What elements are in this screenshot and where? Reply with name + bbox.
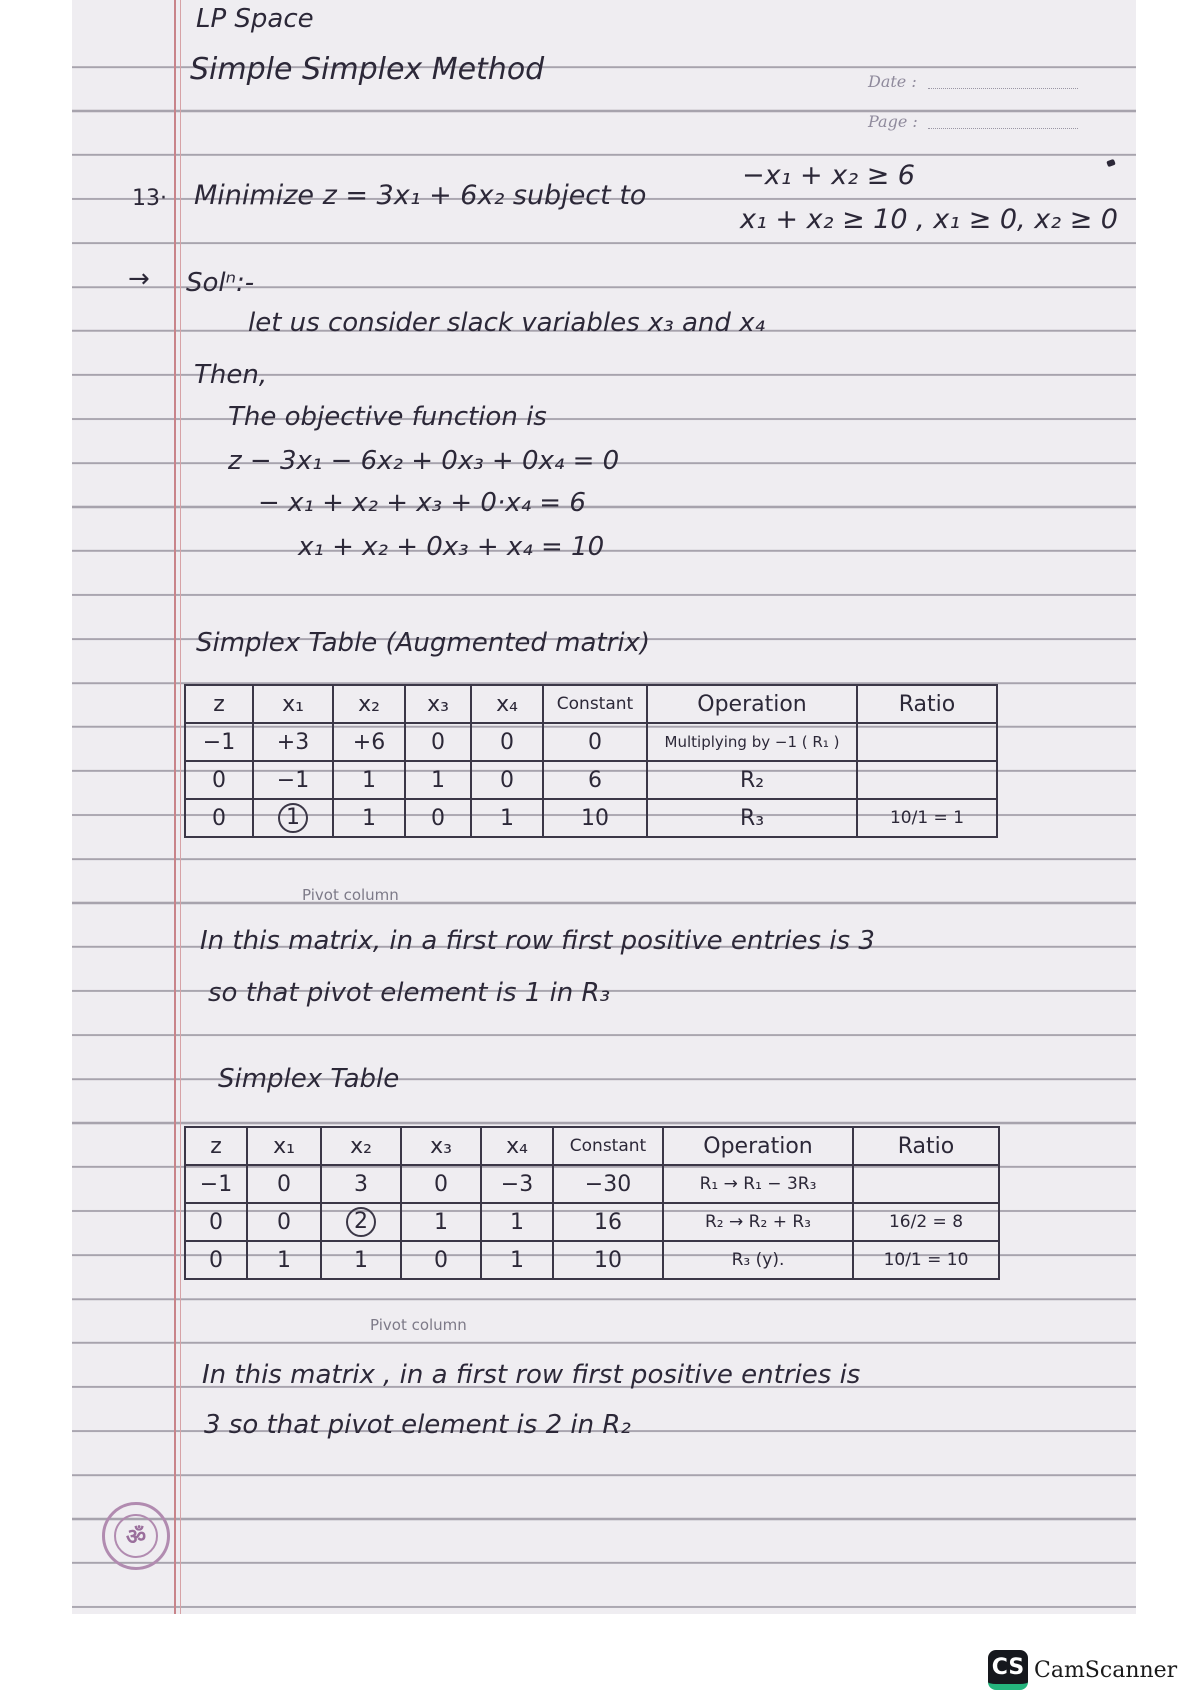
simplex-table-2	[184, 1126, 1000, 1280]
table-cell: −30	[553, 1165, 663, 1203]
table-header-cell: z	[185, 685, 253, 723]
table-cell: 1	[471, 799, 543, 837]
table-cell	[857, 723, 997, 761]
simplex-table-1	[184, 684, 998, 838]
solution-line-3: The objective function is	[228, 402, 547, 432]
table-row	[185, 723, 997, 761]
problem-statement: Minimize z = 3x₁ + 6x₂ subject to	[194, 180, 647, 211]
margin-line-secondary	[180, 0, 181, 1614]
solution-label: Solⁿ:-	[186, 268, 255, 298]
table-header-cell: x₃	[405, 685, 471, 723]
table-cell: 10/1 = 10	[853, 1241, 999, 1279]
table-cell: 0	[185, 1203, 247, 1241]
table-cell: 10	[553, 1241, 663, 1279]
paragraph-1-line-1: In this matrix, in a first row first positive entries is 3	[200, 926, 875, 956]
table-row	[185, 1241, 999, 1279]
table-cell: 0	[405, 723, 471, 761]
solution-line-1: let us consider slack variables x₃ and x₄	[248, 308, 765, 338]
table-cell: +6	[333, 723, 405, 761]
table-cell: 1	[333, 799, 405, 837]
date-line	[928, 88, 1078, 89]
camscanner-label: CamScanner	[1034, 1657, 1178, 1683]
tick-mark	[1106, 159, 1116, 167]
table-cell	[853, 1165, 999, 1203]
table-cell-pivot	[253, 799, 333, 837]
camscanner-logo	[988, 1650, 1177, 1690]
seal-stamp-icon: ॐ	[102, 1502, 170, 1570]
page-title: Simple Simplex Method	[190, 52, 545, 87]
table-header-cell: x₃	[401, 1127, 481, 1165]
pivot-column-note: Pivot column	[370, 1316, 467, 1334]
equation-2: − x₁ + x₂ + x₃ + 0·x₄ = 6	[258, 488, 586, 518]
table-cell: 3	[321, 1165, 401, 1203]
table-header-cell: Operation	[663, 1127, 853, 1165]
table-cell: 0	[401, 1165, 481, 1203]
table-cell: R₁ → R₁ − 3R₃	[663, 1165, 853, 1203]
table-header-cell: Ratio	[853, 1127, 999, 1165]
table-header-cell: Constant	[543, 685, 647, 723]
table-cell: R₂	[647, 761, 857, 799]
table-cell: −1	[185, 723, 253, 761]
topic-heading: LP Space	[196, 4, 314, 34]
table-cell-pivot	[321, 1203, 401, 1241]
table-cell: −1	[253, 761, 333, 799]
table-header-cell: x₂	[333, 685, 405, 723]
table-cell: 6	[543, 761, 647, 799]
table-header-cell: x₄	[481, 1127, 553, 1165]
table-row	[185, 685, 997, 723]
table-cell: 1	[481, 1241, 553, 1279]
notebook-page	[72, 0, 1136, 1614]
table-row	[185, 1203, 999, 1241]
page-label: Page :	[868, 112, 918, 131]
page-line	[928, 128, 1078, 129]
constraint-1: −x₁ + x₂ ≥ 6	[742, 160, 915, 191]
table-1-caption: Simplex Table (Augmented matrix)	[196, 628, 651, 658]
table-cell: 0	[471, 723, 543, 761]
table-header-cell: Operation	[647, 685, 857, 723]
table-cell: 1	[321, 1241, 401, 1279]
table-cell: 10	[543, 799, 647, 837]
table-cell: 0	[543, 723, 647, 761]
table-cell: −3	[481, 1165, 553, 1203]
table-header-cell: Ratio	[857, 685, 997, 723]
table-cell	[857, 761, 997, 799]
paragraph-2-line-1: In this matrix , in a first row first positive entries is	[202, 1360, 861, 1390]
table-cell: 1	[247, 1241, 321, 1279]
table-header-cell: z	[185, 1127, 247, 1165]
date-label: Date :	[868, 72, 917, 91]
table-cell: 0	[247, 1203, 321, 1241]
paragraph-2-line-2: 3 so that pivot element is 2 in R₂	[204, 1410, 631, 1440]
table-cell: R₃	[647, 799, 857, 837]
table-header-cell: x₄	[471, 685, 543, 723]
table-cell: Multiplying by −1 ( R₁ )	[647, 723, 857, 761]
table-2-caption: Simplex Table	[218, 1064, 400, 1094]
table-row	[185, 1165, 999, 1203]
table-cell: 0	[185, 799, 253, 837]
solution-line-2: Then,	[194, 360, 268, 390]
table-cell: 1	[333, 761, 405, 799]
table-cell: R₂ → R₂ + R₃	[663, 1203, 853, 1241]
table-cell: −1	[185, 1165, 247, 1203]
solution-arrow: →	[128, 264, 150, 294]
camscanner-icon: CS	[988, 1650, 1028, 1690]
constraint-2: x₁ + x₂ ≥ 10 , x₁ ≥ 0, x₂ ≥ 0	[740, 204, 1118, 235]
table-cell: 1	[481, 1203, 553, 1241]
table-cell: 10/1 = 1	[857, 799, 997, 837]
table-cell: 0	[471, 761, 543, 799]
table-header-cell: x₂	[321, 1127, 401, 1165]
table-row	[185, 1127, 999, 1165]
table-row	[185, 761, 997, 799]
table-cell: 0	[405, 799, 471, 837]
equation-1: z − 3x₁ − 6x₂ + 0x₃ + 0x₄ = 0	[228, 446, 620, 476]
paragraph-1-line-2: so that pivot element is 1 in R₃	[208, 978, 611, 1008]
table-cell: 0	[401, 1241, 481, 1279]
pivot-column-note: Pivot column	[302, 886, 399, 904]
table-cell: 0	[185, 1241, 247, 1279]
equation-3: x₁ + x₂ + 0x₃ + x₄ = 10	[298, 532, 605, 562]
table-header-cell: x₁	[247, 1127, 321, 1165]
table-cell: 1	[401, 1203, 481, 1241]
table-cell: 16	[553, 1203, 663, 1241]
pivot-circle: 2	[346, 1207, 376, 1237]
table-cell: 1	[405, 761, 471, 799]
table-cell: 16/2 = 8	[853, 1203, 999, 1241]
table-cell: 0	[247, 1165, 321, 1203]
pivot-circle: 1	[278, 803, 308, 833]
table-cell: R₃ (y).	[663, 1241, 853, 1279]
table-cell: +3	[253, 723, 333, 761]
table-header-cell: x₁	[253, 685, 333, 723]
table-cell: 0	[185, 761, 253, 799]
table-row	[185, 799, 997, 837]
table-header-cell: Constant	[553, 1127, 663, 1165]
margin-line	[174, 0, 176, 1614]
problem-number: 13·	[132, 186, 167, 211]
